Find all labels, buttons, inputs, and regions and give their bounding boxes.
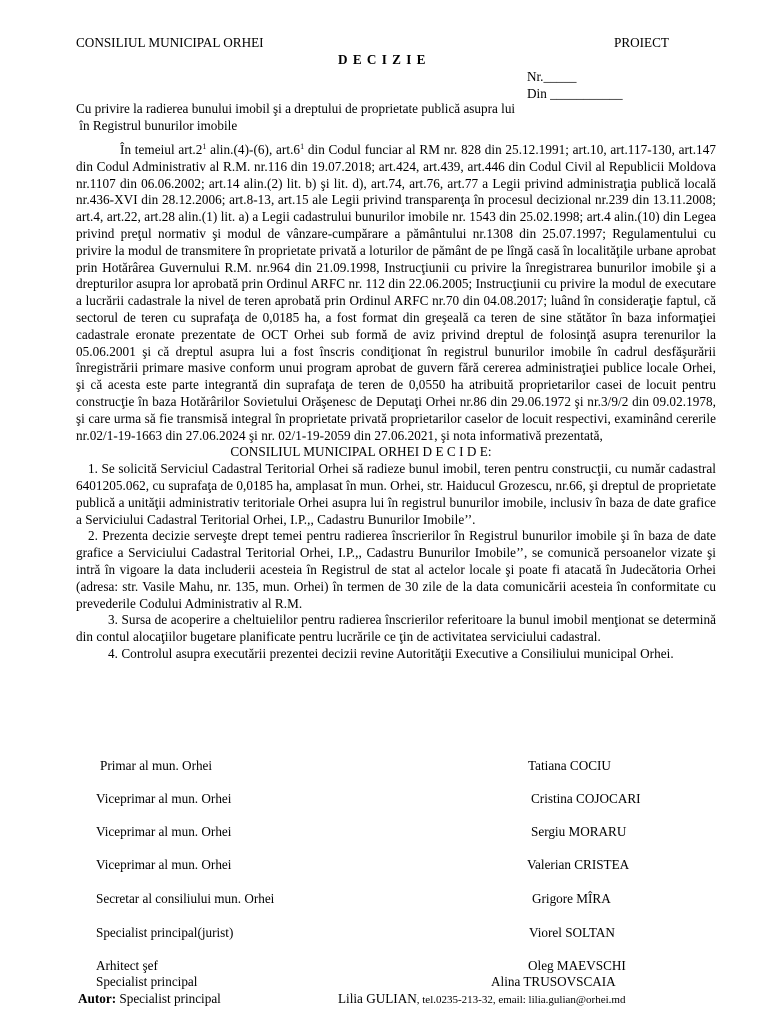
signature-name-5: Grigore MÎRA (532, 891, 611, 906)
signature-name-6: Viorel SOLTAN (529, 925, 615, 940)
author-line (78, 991, 221, 1008)
subject-line-1: Cu privire la radierea bunului imobil şi a dreptului de proprietate publică asupra lui (76, 101, 516, 116)
signature-name-7: Oleg MAEVSCHI (528, 958, 626, 973)
project-label: PROIECT (614, 35, 669, 50)
decision-date: Din ___________ (527, 86, 623, 101)
signature-role-1: Primar al mun. Orhei (100, 758, 213, 773)
decision-point-4: 4. Controlul asupra executării prezentei decizii revine Autorităţii Executive a Consiliului municipal Orhei. (108, 645, 674, 661)
decision-point-3: 3. Sursa de acoperire a cheltuielilor pentru radierea înscrierilor referitoare la bunul imobil menţionat se determină din contul alocaţiilor bugetare planificate pentru lucrările ce ţin de activitatea serviciului cadastral. (76, 612, 716, 645)
decision-point-2: 2. Prezenta decizie serveşte drept temei pentru radierea înscrierilor în Registrul bunurilor imobile şi în baza de date grafice a Serviciului Cadastral Teritorial Orhei, I.P.,, Cadastru Bunurilor Imobile’’, se comunică persoanelor vizate şi intră în vigoare la data includerii acesteia în Registrul de stat al actelor locale şi poate fi atacată în Judecătoria Orhei (adresa: str. Vasile Mahu, nr. 135, mun. Orhei) în termen de 30 zile de la data comunicării acesteia în conformitate cu prevederile Codului Administrativ al R.M. (76, 528, 716, 611)
signature-name-2: Cristina COJOCARI (531, 791, 641, 806)
signature-name-4: Valerian CRISTEA (527, 857, 630, 872)
preamble-sup-2: 1 (300, 142, 305, 151)
signature-role-8: Specialist principal (96, 974, 198, 989)
signature-role-7: Arhitect şef (96, 958, 158, 973)
preamble-paragraph (76, 142, 716, 444)
decides-heading: CONSILIUL MUNICIPAL ORHEI D E C I D E: (230, 444, 492, 460)
signature-role-5: Secretar al consiliului mun. Orhei (96, 891, 275, 906)
signature-role-6: Specialist principal(jurist) (96, 925, 234, 940)
preamble-part-1: În temeiul art.2 (120, 142, 203, 157)
author-contact-line (338, 991, 625, 1009)
signature-role-4: Viceprimar al mun. Orhei (96, 857, 232, 872)
author-role: Specialist principal (116, 991, 221, 1006)
council-header: CONSILIUL MUNICIPAL ORHEI (76, 35, 264, 50)
preamble-part-3: din Codul funciar al RM nr. 828 din 25.12.1991; art.10, art.117-130, art.147 din Codul Administrativ al R.M. nr.116 din 19.07.2018; art.424, art.439, art.446 din Codul Civil al Republicii Moldova nr.1107 din 06.06.2002; art.14 alin.(2) lit. b) şi lit. d), art.74, art.76, art.77 a Legii privind administraţia publică locală nr.436-XVI din 28.12.2006; art.8-13, art.15 ale Legii privind transparenţa în procesul decizional nr.239 din 13.11.2008; art.4, art.22, art.28 alin.(1) lit. a) a Legii cadastrului bunurilor imobile nr. 1543 din 25.02.1998; art.4 alin.(10) din Legea privind preţul normativ şi modul de vânzare-cumpărare a pământului nr.1308 din 25.07.1997; Regulamentului cu privire la modul de transmitere în proprietate privată a loturilor de pământ de pe lîngă casă în localităţile urbane aprobat prin Hotărârea Guvernului R.M. nr.964 din 21.09.1998, Instrucţiunii cu privire la înregistrarea bunurilor imobile şi a drepturilor asupra lor aprobată prin Ordinul ARFC nr. 112 din 22.06.2005; Instrucţiunii cu privire la modul de executare a lucrării cadastrale la nivel de teren aprobată prin Ordinul ARFC nr.70 din 04.08.2017; luând în consideraţie faptul, că sectorul de teren cu suprafaţa de 0,0185 ha, a fost format din greşeală ca teren de sine stătător în baza informaţiei cadastrale eronate prezentate de OCT Orhei sub formă de aviz privind dreptul de folosinţă asupra terenurilor la 05.06.2001 şi că dreptul asupra lui a fost înscris condiţionat în registrul bunurilor imobile în cadrul desfăşurării înregistrării primare masive conform unui program aprobat de guvern fără cererea administraţiei publice locale Orhei, şi că acesta este parte integrantă din suprafaţa de teren de 0,0550 ha atribuită proprietarilor casei de locuit pentru construcţie în baza Hotărârilor Sovietului Orăşenesc de Deputaţi Orhei nr.86 din 29.06.1972 şi nr.3/9/2 din 09.02.1978, şi care urma să fie transmisă integral în proprietate privată proprietarilor caselor de locuit respectivi, examinând cererile nr.02/1-19-1663 din 27.06.2024 şi nr. 02/1-19-2059 din 27.06.2021, şi nota informativă prezentată, (76, 142, 716, 443)
subject-line-2: în Registrul bunurilor imobile (76, 118, 238, 133)
signature-role-2: Viceprimar al mun. Orhei (96, 791, 232, 806)
document-title: D E C I Z I E (338, 52, 427, 67)
signature-name-8: Alina TRUSOVSCAIA (491, 974, 616, 989)
preamble-part-2: alin.(4)-(6), art.6 (206, 142, 301, 157)
author-name: Lilia GULIAN (338, 991, 417, 1006)
decision-point-1: 1. Se solicită Serviciul Cadastral Teritorial Orhei să radieze bunul imobil, teren pentru construcţii, cu număr cadastral 6401205.062, cu suprafaţa de 0,0185 ha, amplasat în mun. Orhei, str. Haiducul Grozescu, nr.66, şi dreptul de proprietate publică a unităţii administrativ teritoriale Orhei asupra lui în registrul bunurilor imobile, inclusiv în baza de date grafice a Serviciului Cadastral Teritorial Orhei, I.P.,, Cadastru Bunurilor Imobile’’. (76, 461, 716, 527)
decision-number: Nr._____ (527, 69, 577, 84)
author-contact: , tel.0235-213-32, email: lilia.gulian@orhei.md (416, 994, 626, 1006)
document-body (76, 142, 716, 663)
signature-name-3: Sergiu MORARU (531, 824, 627, 839)
signature-name-1: Tatiana COCIU (528, 758, 611, 773)
author-label: Autor: (78, 991, 117, 1006)
preamble-sup-1: 1 (202, 142, 207, 151)
signature-role-3: Viceprimar al mun. Orhei (96, 824, 232, 839)
